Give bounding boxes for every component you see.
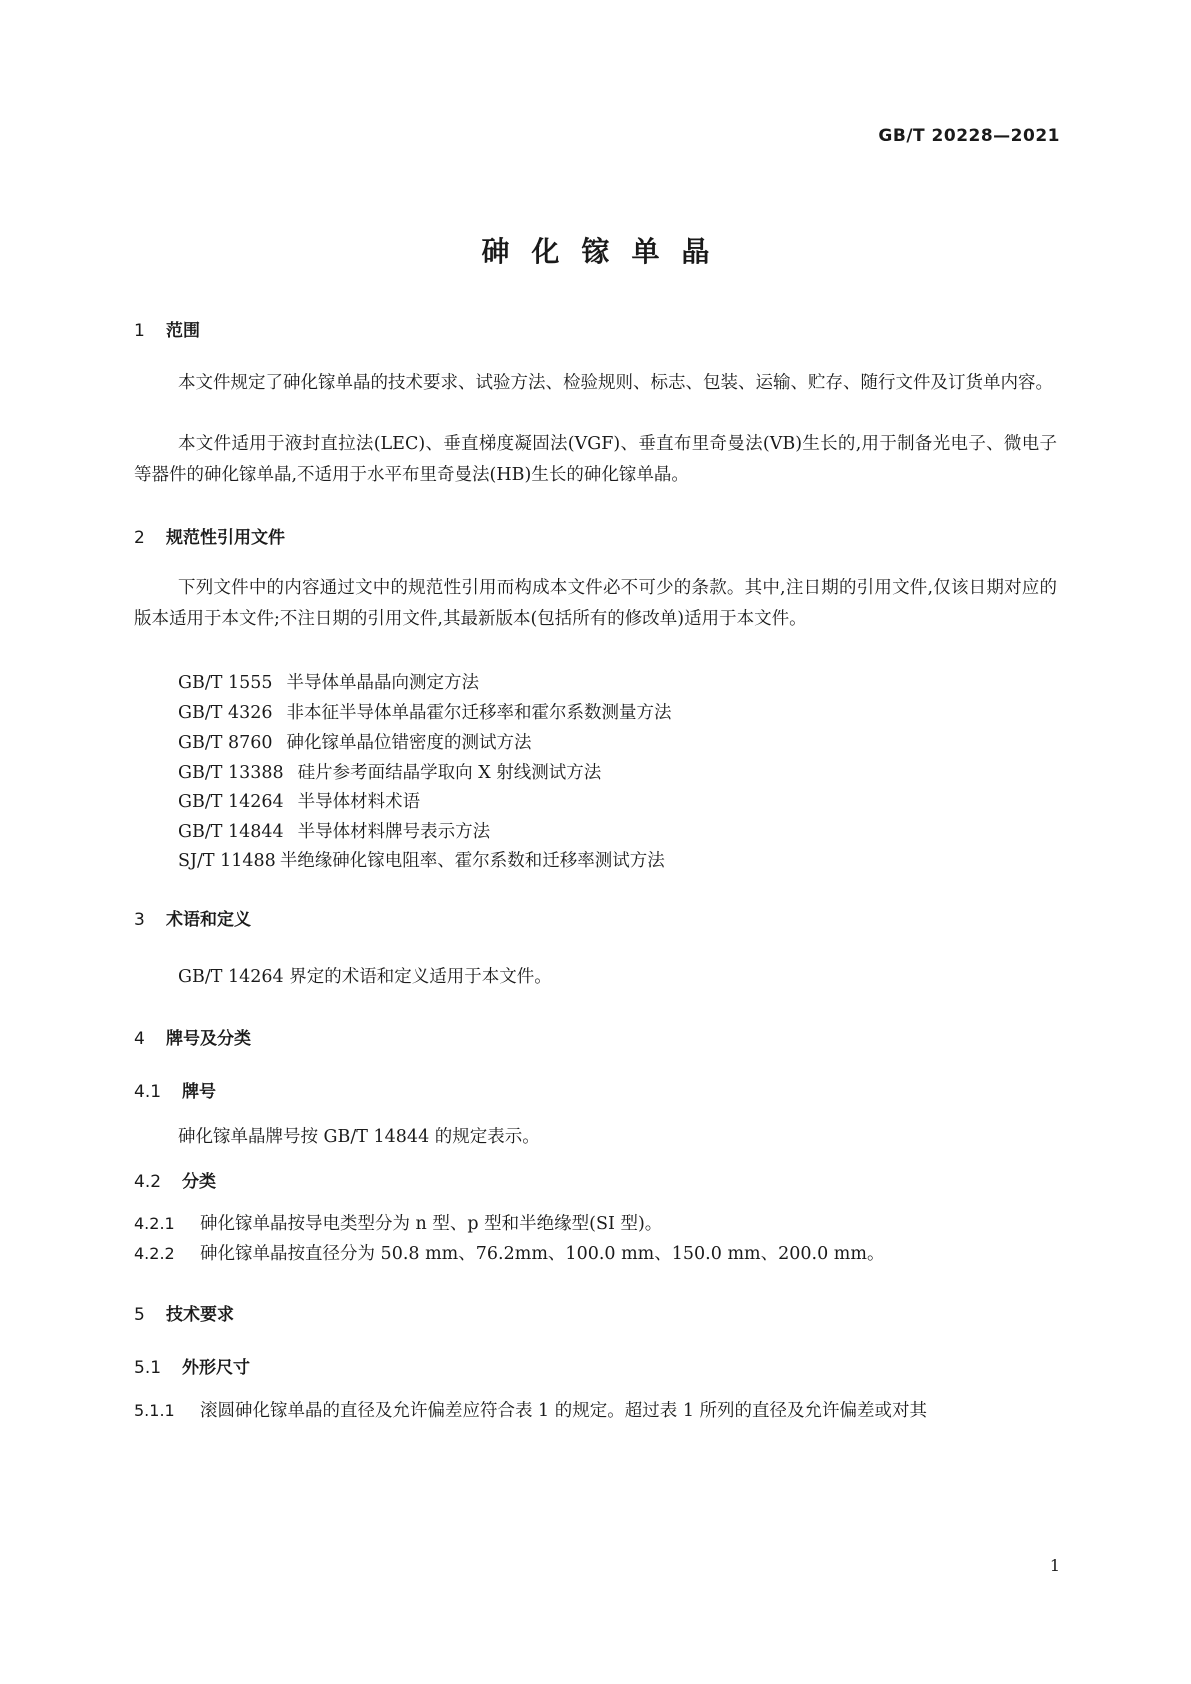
section-title: 牌号及分类 bbox=[166, 1029, 251, 1049]
reference-code: GB/T 1555 bbox=[178, 673, 273, 693]
reference-title: 半导体材料术语 bbox=[297, 792, 421, 812]
clause-number: 4.2.1 bbox=[134, 1214, 175, 1233]
reference-title: 半导体材料牌号表示方法 bbox=[297, 822, 491, 842]
section-4-1-heading bbox=[134, 1077, 216, 1102]
section-3-heading bbox=[134, 905, 251, 930]
reference-code: GB/T 14264 bbox=[178, 792, 284, 812]
clause-4-2-2 bbox=[134, 1240, 884, 1265]
section-1-paragraph-1: 本文件规定了砷化镓单晶的技术要求、试验方法、检验规则、标志、包装、运输、贮存、随行文件及订货单内容。 bbox=[178, 373, 1053, 393]
reference-code: GB/T 13388 bbox=[178, 763, 284, 783]
clause-text: 砷化镓单晶按直径分为 50.8 mm、76.2mm、100.0 mm、150.0 mm、200.0 mm。 bbox=[200, 1244, 885, 1264]
section-title: 术语和定义 bbox=[166, 910, 251, 930]
section-title: 技术要求 bbox=[166, 1305, 234, 1325]
section-4-1-paragraph-1: 砷化镓单晶牌号按 GB/T 14844 的规定表示。 bbox=[178, 1127, 540, 1147]
section-number: 4.1 bbox=[134, 1082, 162, 1102]
section-4-2-heading bbox=[134, 1167, 216, 1192]
section-title: 范围 bbox=[166, 321, 200, 341]
section-number: 2 bbox=[134, 528, 145, 548]
clause-4-2-1 bbox=[134, 1210, 662, 1235]
section-number: 1 bbox=[134, 321, 145, 341]
reference-code: GB/T 14844 bbox=[178, 822, 284, 842]
document-code: GB/T 20228—2021 bbox=[878, 126, 1060, 146]
section-number: 4.2 bbox=[134, 1172, 162, 1192]
reference-item bbox=[178, 729, 532, 754]
reference-code: GB/T 4326 bbox=[178, 703, 273, 723]
clause-number: 4.2.2 bbox=[134, 1244, 175, 1263]
reference-item bbox=[178, 759, 601, 784]
document-title: 砷化镓单晶 bbox=[481, 235, 732, 268]
reference-title: 硅片参考面结晶学取向 X 射线测试方法 bbox=[297, 763, 602, 783]
section-1-paragraph-2: 本文件适用于液封直拉法(LEC)、垂直梯度凝固法(VGF)、垂直布里奇曼法(VB)生长的,用于制备光电子、微电子等器件的砷化镓单晶,不适用于水平布里奇曼法(HB)生长的砷化镓单晶。 bbox=[134, 434, 1057, 485]
section-number: 3 bbox=[134, 910, 145, 930]
section-5-heading bbox=[134, 1300, 234, 1325]
reference-title: 半导体单晶晶向测定方法 bbox=[286, 673, 480, 693]
section-4-heading bbox=[134, 1024, 251, 1049]
reference-item bbox=[178, 788, 420, 813]
section-number: 4 bbox=[134, 1029, 145, 1049]
reference-item bbox=[178, 699, 672, 724]
clause-text: 滚圆砷化镓单晶的直径及允许偏差应符合表 1 的规定。超过表 1 所列的直径及允许偏差或对其 bbox=[200, 1401, 928, 1421]
section-3-paragraph-1: GB/T 14264 界定的术语和定义适用于本文件。 bbox=[178, 967, 552, 987]
section-1-heading bbox=[134, 316, 200, 341]
clause-5-1-1 bbox=[134, 1397, 927, 1422]
section-title: 外形尺寸 bbox=[182, 1358, 250, 1378]
section-title: 牌号 bbox=[182, 1082, 216, 1102]
clause-number: 5.1.1 bbox=[134, 1401, 175, 1420]
page-number: 1 bbox=[1049, 1556, 1060, 1575]
reference-title: 砷化镓单晶位错密度的测试方法 bbox=[286, 733, 532, 753]
reference-code: GB/T 8760 bbox=[178, 733, 273, 753]
reference-title: 半绝缘砷化镓电阻率、霍尔系数和迁移率测试方法 bbox=[279, 851, 665, 871]
section-title: 分类 bbox=[182, 1172, 216, 1192]
section-2-heading bbox=[134, 523, 285, 548]
reference-item bbox=[178, 847, 665, 872]
reference-item bbox=[178, 669, 479, 694]
section-title: 规范性引用文件 bbox=[166, 528, 285, 548]
reference-title: 非本征半导体单晶霍尔迁移率和霍尔系数测量方法 bbox=[286, 703, 672, 723]
section-number: 5 bbox=[134, 1305, 145, 1325]
section-2-paragraph-1: 下列文件中的内容通过文中的规范性引用而构成本文件必不可少的条款。其中,注日期的引用文件,仅该日期对应的版本适用于本文件;不注日期的引用文件,其最新版本(包括所有的修改单)适用于本文件。 bbox=[134, 578, 1057, 629]
section-5-1-heading bbox=[134, 1353, 250, 1378]
clause-text: 砷化镓单晶按导电类型分为 n 型、p 型和半绝缘型(SI 型)。 bbox=[200, 1214, 663, 1234]
reference-item bbox=[178, 818, 490, 843]
reference-code: SJ/T 11488 bbox=[178, 851, 276, 871]
section-number: 5.1 bbox=[134, 1358, 162, 1378]
